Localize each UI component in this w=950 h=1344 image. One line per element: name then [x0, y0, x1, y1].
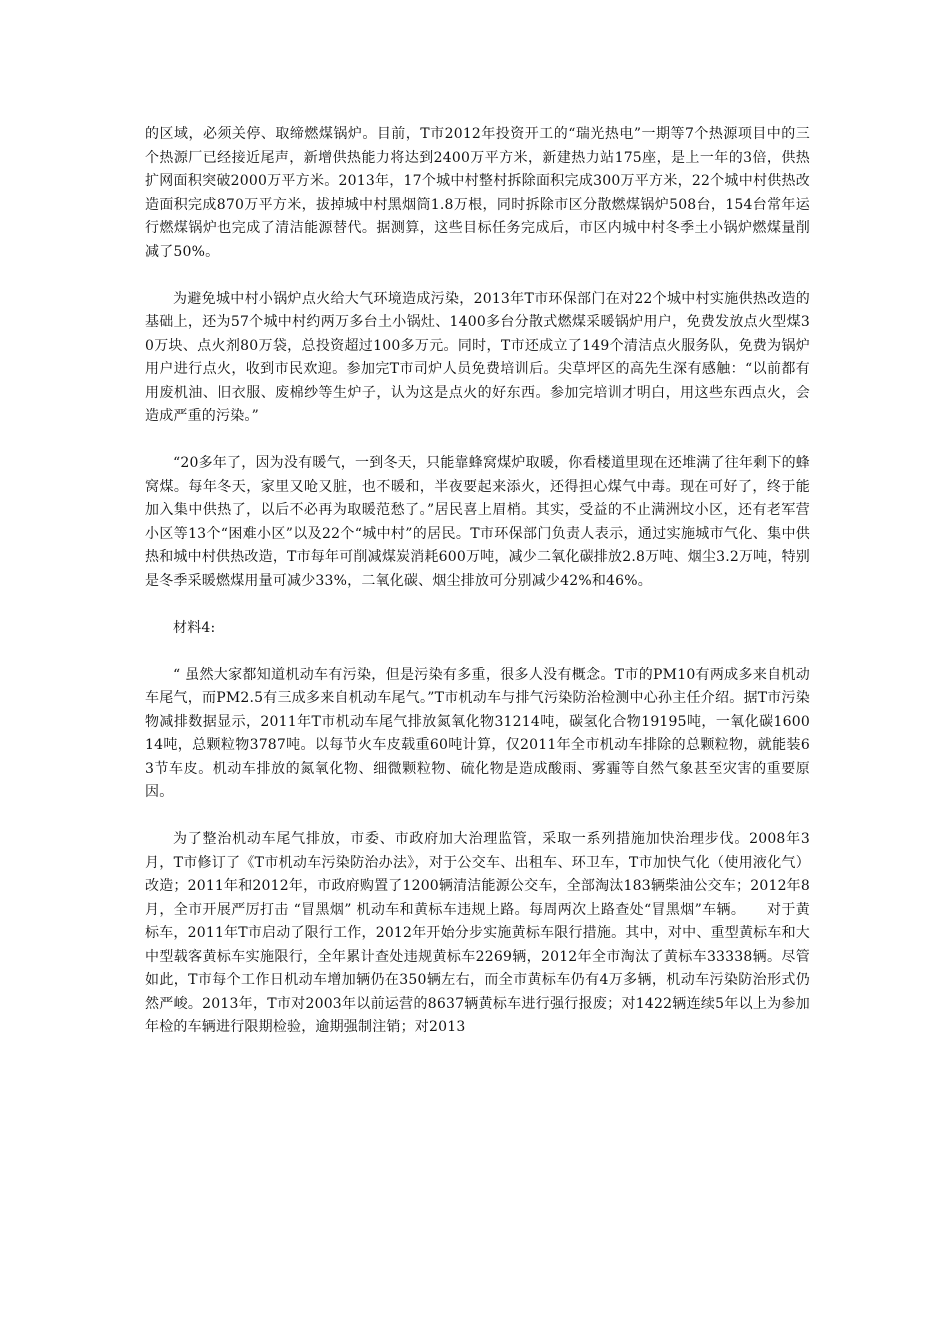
paragraph-vehicle-governance: 为了整治机动车尾气排放，市委、市政府加大治理监管，采取一系列措施加快治理步伐。2008年3月，T市修订了《T市机动车污染防治办法》，对于公交车、出租车、环卫车，T市加快气化（使用液化气）改造；2011年和2012年，市政府购置了1200辆清洁能源公交车，全部淘汰183辆柴油公交车；2012年8月，全市开展严厉打击 “冒黑烟” 机动车和黄标车违规上路。每周两次上路查处“冒黑烟”车辆。 对于黄标车，2011年T市启动了限行工作，2012年开始分步实施黄标车限行措施。其中，对中、重型黄标车和大中型载客黄标车实施限行，全年累计查处违规黄标车2269辆，2012年全市淘汰了黄标车33338辆。尽管如此，T市每个工作日机动车增加辆仍在350辆左右，而全市黄标车仍有4万多辆，机动车污染防治形式仍然严峻。2013年，T市对2003年以前运营的8637辆黄标车进行强行报废；对1422辆连续5年以上为参加年检的车辆进行限期检验，逾期强制注销；对2013: [145, 831, 810, 1035]
document-body: [145, 123, 810, 1063]
paragraph-ignition-service: 为避免城中村小锅炉点火给大气环境造成污染，2013年T市环保部门在对22个城中村实施供热改造的基础上，还为57个城中村约两万多台土小锅灶、1400多台分散式燃煤采暖锅炉用户，免费发放点火型煤30万块、点火剂80万袋，总投资超过100多万元。同时，T市还成立了149个清洁点火服务队，免费为锅炉用户进行点火，收到市民欢迎。参加完T市司炉人员免费培训后。尖草坪区的高先生深有感触：“以前都有用废机油、旧衣服、废棉纱等生炉子，认为这是点火的好东西。参加完培训才明白，用这些东西点火，会造成严重的污染。”: [145, 290, 810, 424]
paragraph-vehicle-pollution: “ 虽然大家都知道机动车有污染，但是污染有多重，很多人没有概念。T市的PM10有两成多来自机动车尾气，而PM2.5有三成多来自机动车尾气。”T市机动车与排气污染防治检测中心孙主任介绍。据T市污染物减排数据显示，2011年T市机动车尾气排放氮氧化物31214吨，碳氢化合物19195吨，一氧化碳160014吨，总颗粒物3787吨。以每节火车皮载重60吨计算，仅2011年全市机动车排除的总颗粒物，就能装63节车皮。机动车排放的氮氧化物、细微颗粒物、硫化物是造成酸雨、雾霾等自然气象甚至灾害的重要原因。: [145, 666, 810, 800]
paragraph-heating-projects: 的区域，必须关停、取缔燃煤锅炉。目前，T市2012年投资开工的“瑞光热电”一期等7个热源项目中的三个热源厂已经接近尾声，新增供热能力将达到2400万平方米，新建热力站175座，是上一年的3倍，供热扩网面积突破2000万平方米。2013年，17个城中村整村拆除面积完成300万平方米，22个城中村供热改造面积完成870万平方米，拔掉城中村黑烟筒1.8万根，同时拆除市区分散燃煤锅炉508台，154台常年运行燃煤锅炉也完成了清洁能源替代。据测算，这些目标任务完成后，市区内城中村冬季土小锅炉燃煤量削减了50%。: [145, 126, 810, 260]
paragraph-resident-quote: “20多年了，因为没有暖气，一到冬天，只能靠蜂窝煤炉取暖，你看楼道里现在还堆满了往年剩下的蜂窝煤。每年冬天，家里又呛又脏，也不暖和，半夜要起来添火，还得担心煤气中毒。现在可好了，终于能加入集中供热了，以后不必再为取暖范愁了。”居民喜上眉梢。其实，受益的不止满洲坟小区，还有老军营小区等13个“困难小区”以及22个“城中村”的居民。T市环保部门负责人表示，通过实施城市气化、集中供热和城中村供热改造，T市每年可削减煤炭消耗600万吨，减少二氧化碳排放2.8万吨、烟尘3.2万吨，特别是冬季采暖燃煤用量可减少33%，二氧化碳、烟尘排放可分别减少42%和46%。: [145, 455, 810, 589]
section-heading-material-4: 材料4:: [173, 619, 216, 636]
